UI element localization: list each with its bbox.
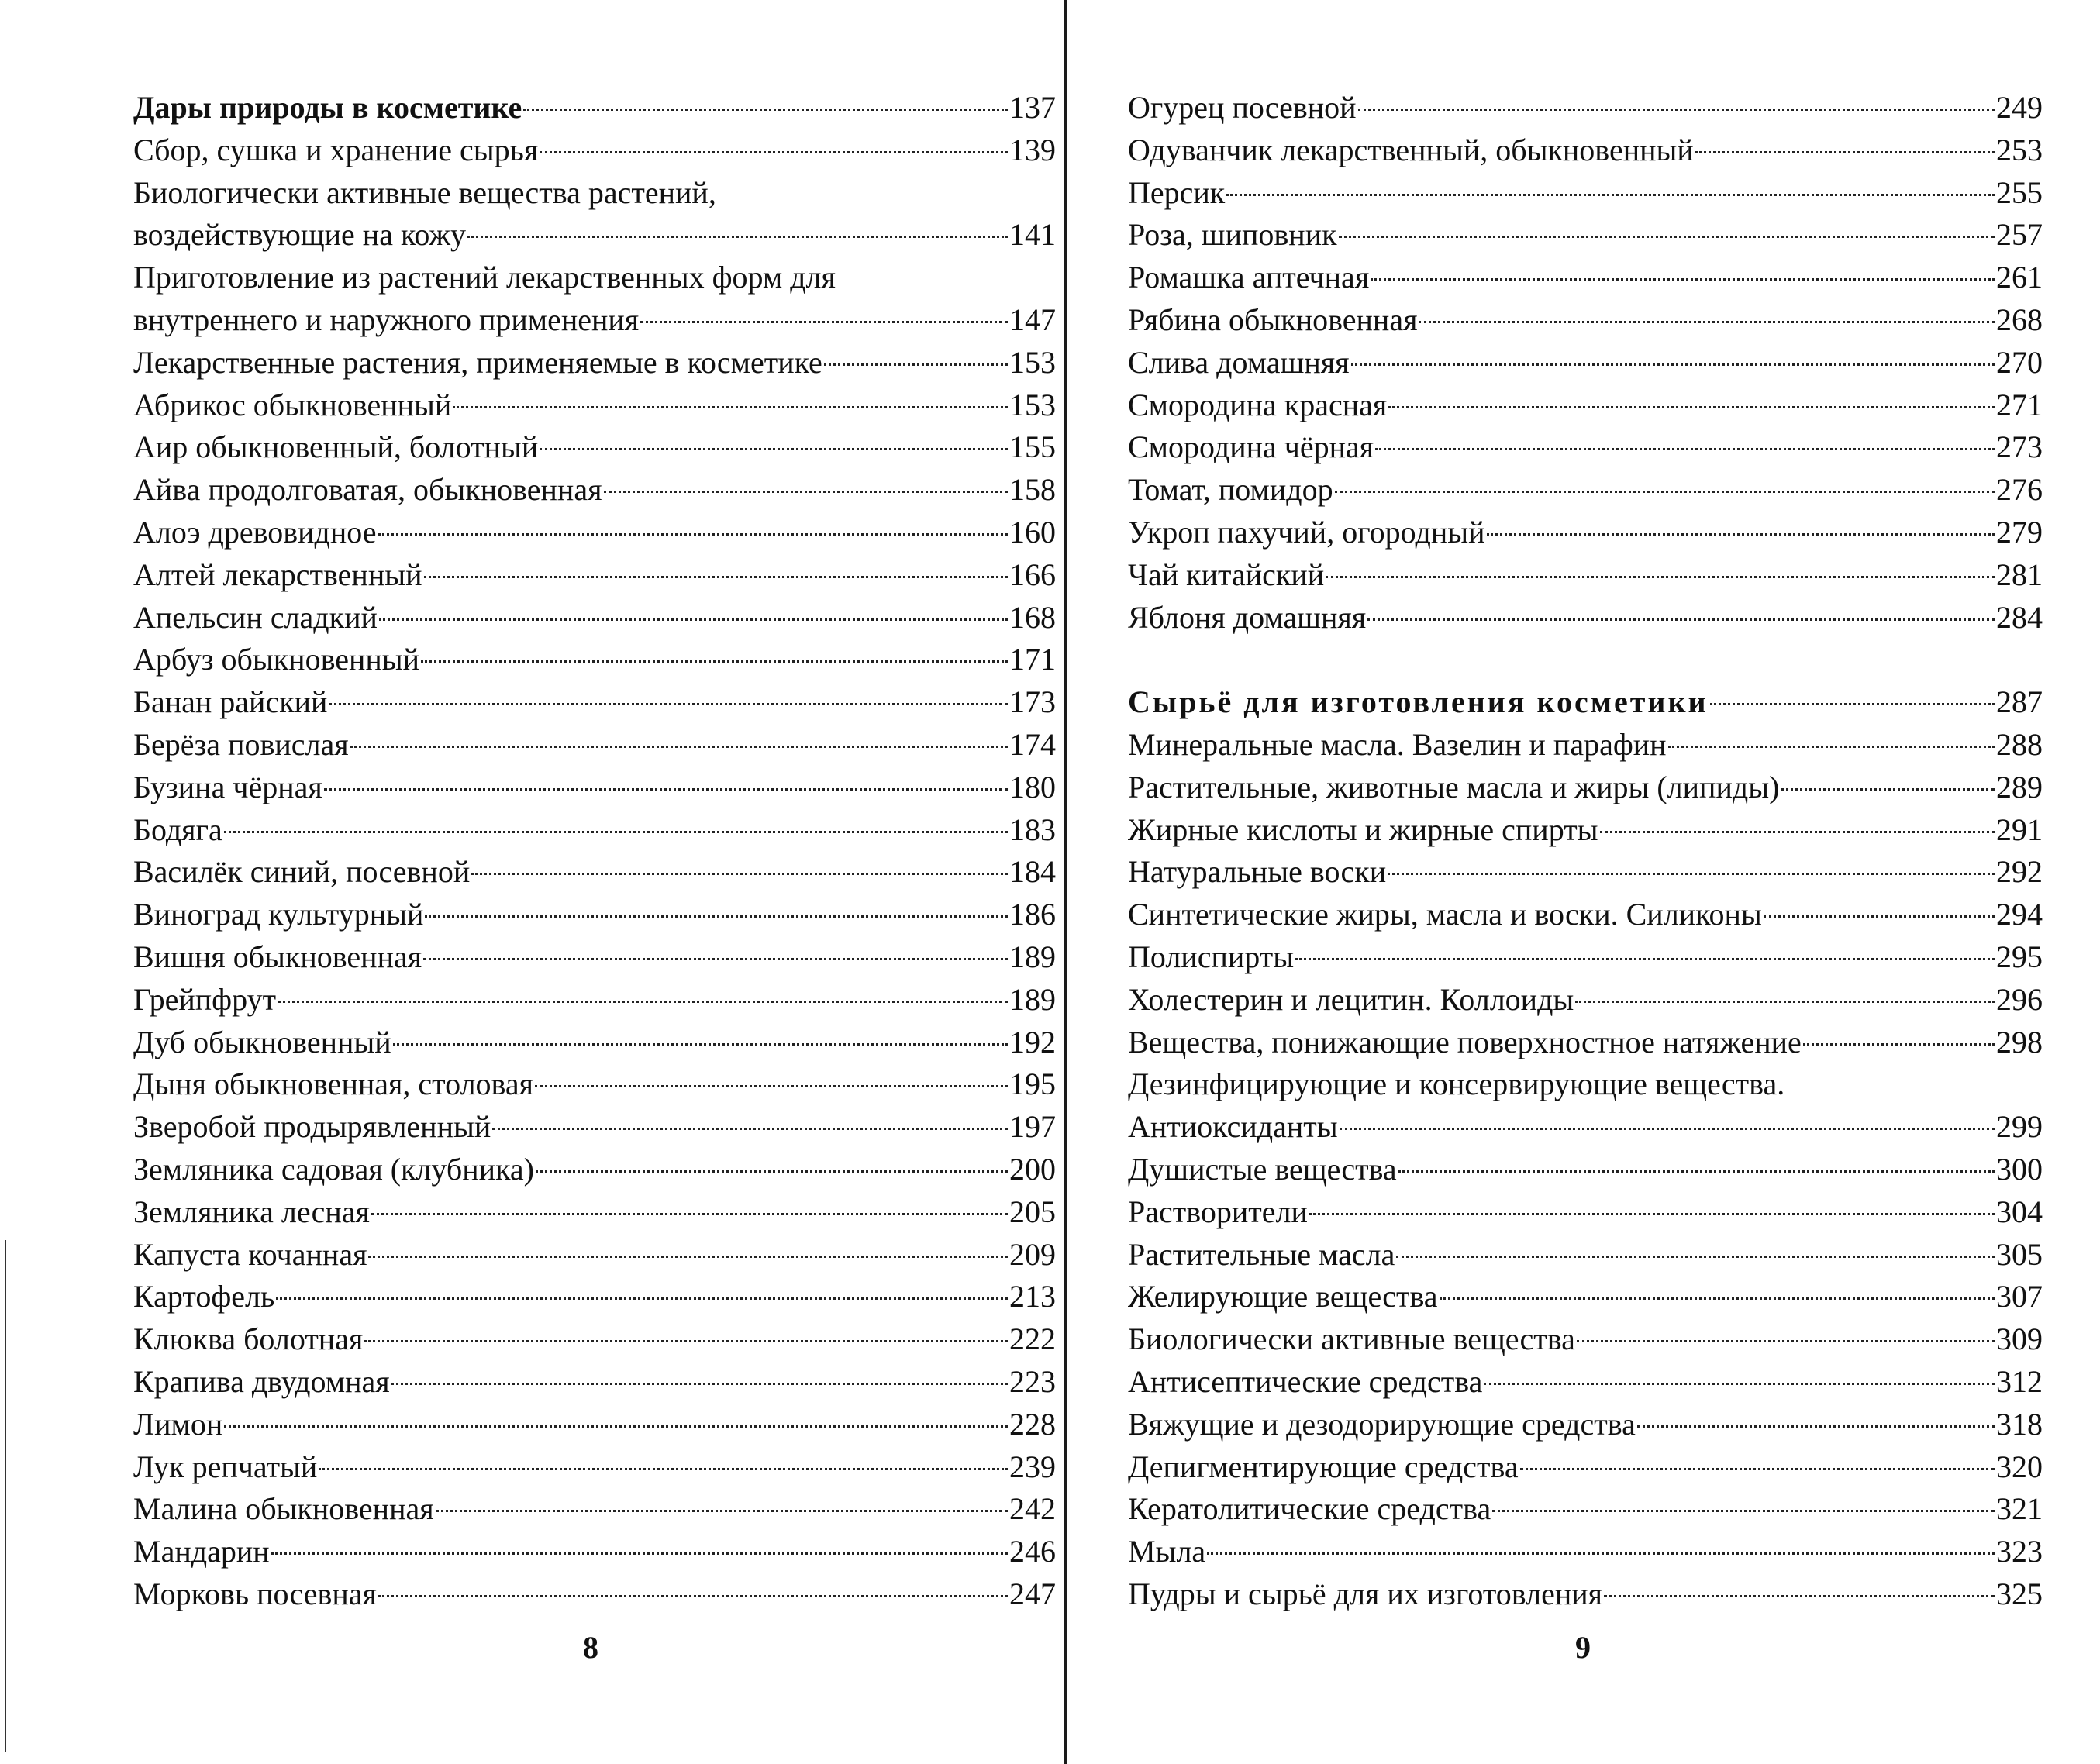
toc-entry-page: 137 — [1009, 90, 1056, 125]
toc-entry — [1128, 129, 2043, 172]
toc-entry-title: Чай китайский — [1128, 556, 1325, 592]
toc-entry-page: 307 — [1996, 1279, 2043, 1314]
toc-entry-page: 141 — [1009, 217, 1056, 253]
toc-entry-title: Дезинфицирующие и консервирующие вещества. — [1128, 1066, 1785, 1102]
toc-entry-title: Дыня обыкновенная, столовая — [133, 1066, 534, 1102]
toc-entry — [1128, 809, 2043, 852]
toc-entry-title: Капуста кочанная — [133, 1236, 367, 1272]
toc-entry-page: 183 — [1009, 811, 1056, 847]
toc-entry-title: Персик — [1128, 174, 1226, 210]
toc-dot-leader — [368, 1256, 1008, 1258]
toc-entry-title: Бодяга — [133, 811, 222, 847]
toc-entry-page: 296 — [1996, 981, 2043, 1017]
toc-dot-leader — [423, 958, 1008, 960]
toc-dot-leader — [1803, 1043, 1995, 1046]
toc-entry-page: 289 — [1996, 769, 2043, 804]
toc-dot-leader — [492, 1128, 1008, 1130]
toc-dot-leader — [1340, 1128, 1995, 1130]
toc-entry — [1128, 1149, 2043, 1191]
toc-entry-title: Желирующие вещества — [1128, 1279, 1438, 1314]
toc-dot-leader — [421, 660, 1008, 663]
toc-entry-page: 180 — [1009, 769, 1056, 804]
toc-entry-page: 295 — [1996, 939, 2043, 974]
toc-entry-title: Яблоня домашняя — [1128, 599, 1367, 635]
toc-entry — [133, 809, 1056, 852]
toc-dot-leader — [1604, 1595, 1995, 1597]
toc-entry-page: 287 — [1996, 684, 2043, 720]
toc-entry — [1128, 979, 2043, 1022]
toc-entry — [133, 724, 1056, 767]
toc-entry-page: 323 — [1996, 1534, 2043, 1569]
toc-entry-page: 222 — [1009, 1321, 1056, 1357]
toc-dot-leader — [424, 576, 1008, 578]
toc-entry-page: 189 — [1009, 939, 1056, 974]
toc-entry-title: Рябина обыкновенная — [1128, 301, 1418, 337]
toc-dot-leader — [1575, 1001, 1995, 1003]
toc-entry-page: 153 — [1009, 387, 1056, 422]
toc-entry — [133, 554, 1056, 597]
toc-entry — [133, 214, 1056, 257]
toc-entry-title: Томат, помидор — [1128, 472, 1333, 508]
toc-dot-leader — [536, 1170, 1008, 1173]
toc-dot-leader — [319, 1468, 1008, 1470]
toc-entry — [133, 979, 1056, 1022]
toc-entry-page: 249 — [1996, 90, 2043, 125]
toc-entry — [133, 1063, 1056, 1106]
toc-section-heading — [133, 87, 1056, 129]
toc-entry-title: Берёза повислая — [133, 726, 349, 762]
toc-entry-title: Растворители — [1128, 1194, 1308, 1229]
toc-entry-page: 309 — [1996, 1321, 2043, 1357]
toc-list-right — [1128, 87, 2043, 1616]
toc-dot-leader — [1668, 746, 1995, 748]
toc-entry-title: Жирные кислоты и жирные спирты — [1128, 811, 1598, 847]
toc-entry — [1128, 384, 2043, 427]
toc-dot-leader — [1710, 703, 1995, 705]
toc-entry-title: Холестерин и лецитин. Коллоиды — [1128, 981, 1574, 1017]
toc-dot-leader — [1781, 788, 1995, 791]
toc-entry — [1128, 257, 2043, 299]
toc-entry-title: Синтетические жиры, масла и воски. Силиконы — [1128, 897, 1762, 932]
toc-entry — [1128, 554, 2043, 597]
toc-entry-page: 312 — [1996, 1363, 2043, 1399]
toc-entry-page: 195 — [1009, 1066, 1056, 1102]
toc-entry-page: 242 — [1009, 1491, 1056, 1527]
toc-entry-title: Сбор, сушка и хранение сырья — [133, 132, 539, 167]
toc-entry — [133, 1318, 1056, 1361]
toc-entry — [1128, 1488, 2043, 1531]
toc-entry-title: Лекарственные растения, применяемые в косметике — [133, 344, 822, 380]
toc-entry-title: Дуб обыкновенный — [133, 1024, 391, 1059]
toc-entry-title: Апельсин сладкий — [133, 599, 378, 635]
toc-dot-leader — [393, 1043, 1008, 1046]
toc-entry-page: 139 — [1009, 132, 1056, 167]
toc-entry-title: Алтей лекарственный — [133, 556, 422, 592]
toc-entry-title: Укроп пахучий, огородный — [1128, 514, 1485, 550]
toc-dot-leader — [1520, 1468, 1995, 1470]
toc-dot-leader — [1226, 194, 1995, 196]
toc-dot-leader — [224, 1425, 1008, 1428]
toc-entry-page: 276 — [1996, 472, 2043, 508]
toc-entry — [1128, 851, 2043, 894]
page-number-right: 9 — [1575, 1630, 1591, 1665]
toc-entry — [133, 894, 1056, 936]
toc-entry-title: Клюква болотная — [133, 1321, 364, 1357]
toc-entry-title: Аир обыкновенный, болотный — [133, 429, 539, 465]
toc-entry — [1128, 1191, 2043, 1234]
toc-dot-leader — [1358, 109, 1995, 111]
toc-dot-leader — [1295, 958, 1995, 960]
toc-entry-title: Сырьё для изготовления косметики — [1128, 684, 1709, 720]
toc-entry-page: 160 — [1009, 514, 1056, 550]
toc-entry — [1128, 1404, 2043, 1446]
toc-entry-page: 173 — [1009, 684, 1056, 720]
toc-entry-page: 205 — [1009, 1194, 1056, 1229]
toc-dot-leader — [379, 618, 1008, 621]
toc-entry-page: 325 — [1996, 1576, 2043, 1611]
toc-entry — [1128, 1318, 2043, 1361]
toc-dot-leader — [276, 1297, 1008, 1300]
toc-entry-page: 246 — [1009, 1534, 1056, 1569]
toc-entry — [1128, 1276, 2043, 1318]
toc-entry-page: 239 — [1009, 1449, 1056, 1484]
page-number-left: 8 — [583, 1630, 598, 1665]
toc-dot-leader — [378, 533, 1008, 536]
toc-entry-page: 186 — [1009, 897, 1056, 932]
toc-dot-leader — [1492, 1510, 1995, 1512]
toc-entry-title: Растительные масла — [1128, 1236, 1395, 1272]
toc-dot-leader — [471, 873, 1008, 875]
toc-entry-page: 300 — [1996, 1151, 2043, 1187]
toc-entry — [1128, 1234, 2043, 1276]
toc-entry-page: 291 — [1996, 811, 2043, 847]
toc-entry-title: Растительные, животные масла и жиры (липиды) — [1128, 769, 1780, 804]
toc-entry-page: 299 — [1996, 1109, 2043, 1145]
toc-entry-title: Алоэ древовидное — [133, 514, 377, 550]
toc-entry — [133, 129, 1056, 172]
toc-entry-page: 318 — [1996, 1406, 2043, 1442]
toc-entry — [1128, 1106, 2043, 1149]
toc-entry — [133, 469, 1056, 512]
toc-dot-leader — [1484, 1383, 1995, 1385]
toc-entry-page: 270 — [1996, 344, 2043, 380]
toc-dot-leader — [1764, 915, 1995, 918]
toc-entry-title: Приготовление из растений лекарственных форм для — [133, 260, 836, 295]
toc-entry — [133, 767, 1056, 809]
toc-entry-title: Банан райский — [133, 684, 328, 720]
toc-entry — [1128, 1063, 2043, 1106]
toc-entry-page: 155 — [1009, 429, 1056, 465]
toc-dot-leader — [523, 109, 1008, 111]
toc-dot-leader — [391, 1383, 1008, 1385]
toc-entry — [133, 681, 1056, 724]
toc-dot-leader — [1577, 1340, 1995, 1342]
toc-entry-title: Вишня обыкновенная — [133, 939, 422, 974]
toc-entry-page: 284 — [1996, 599, 2043, 635]
toc-entry-title: Мыла — [1128, 1534, 1206, 1569]
toc-dot-leader — [224, 831, 1008, 833]
toc-entry — [133, 1022, 1056, 1064]
toc-entry — [1128, 894, 2043, 936]
toc-entry-page: 209 — [1009, 1236, 1056, 1272]
toc-entry-title: внутреннего и наружного применения — [133, 301, 640, 337]
toc-entry — [133, 1361, 1056, 1404]
toc-entry-title: Смородина красная — [1128, 387, 1388, 422]
toc-entry-title: Лимон — [133, 1406, 223, 1442]
toc-entry-title: Огурец посевной — [1128, 90, 1357, 125]
toc-entry-title: Виноград культурный — [133, 897, 424, 932]
toc-entry — [1128, 172, 2043, 215]
toc-entry — [133, 384, 1056, 427]
toc-entry-page: 184 — [1009, 854, 1056, 890]
toc-entry-title: Антиоксиданты — [1128, 1109, 1338, 1145]
toc-dot-leader — [1388, 873, 1995, 875]
section-gap — [1128, 639, 2043, 681]
toc-entry — [1128, 1022, 2043, 1064]
toc-dot-leader — [1487, 533, 1995, 536]
toc-entry — [133, 1191, 1056, 1234]
toc-entry-title: Депигментирующие средства — [1128, 1449, 1519, 1484]
toc-entry-page: 223 — [1009, 1363, 1056, 1399]
toc-entry-page: 192 — [1009, 1024, 1056, 1059]
toc-dot-leader — [436, 1510, 1008, 1512]
toc-entry — [133, 257, 1056, 299]
toc-dot-leader — [329, 703, 1008, 705]
book-spine — [1064, 0, 1067, 1764]
toc-entry — [133, 1573, 1056, 1616]
toc-entry-page: 213 — [1009, 1279, 1056, 1314]
toc-entry-page: 171 — [1009, 642, 1056, 677]
toc-entry-title: Душистые вещества — [1128, 1151, 1397, 1187]
toc-entry-title: Пудры и сырьё для их изготовления — [1128, 1576, 1603, 1611]
toc-dot-leader — [378, 1595, 1008, 1597]
toc-entry-page: 228 — [1009, 1406, 1056, 1442]
toc-dot-leader — [640, 321, 1008, 323]
toc-list-left — [133, 87, 1056, 1616]
toc-entry-title: Айва продолговатая, обыкновенная — [133, 472, 602, 508]
toc-entry — [133, 1106, 1056, 1149]
toc-entry — [1128, 1446, 2043, 1489]
toc-dot-leader — [1309, 1213, 1995, 1215]
toc-dot-leader — [271, 1552, 1008, 1555]
toc-entry-title: Биологически активные вещества растений, — [133, 174, 716, 210]
toc-entry-page: 294 — [1996, 897, 2043, 932]
toc-entry-page: 166 — [1009, 556, 1056, 592]
toc-entry-title: Дары природы в косметике — [133, 90, 522, 125]
toc-entry-page: 271 — [1996, 387, 2043, 422]
toc-dot-leader — [467, 236, 1008, 238]
toc-entry — [133, 512, 1056, 554]
toc-entry — [1128, 214, 2043, 257]
toc-entry — [1128, 1531, 2043, 1573]
toc-entry — [1128, 767, 2043, 809]
toc-dot-leader — [371, 1213, 1008, 1215]
toc-section-heading — [1128, 681, 2043, 724]
toc-entry-title: Мандарин — [133, 1534, 270, 1569]
toc-dot-leader — [1207, 1552, 1995, 1555]
toc-entry-title: Малина обыкновенная — [133, 1491, 434, 1527]
toc-entry — [1128, 342, 2043, 384]
toc-entry-title: Одуванчик лекарственный, обыкновенный — [1128, 132, 1694, 167]
toc-entry — [1128, 426, 2043, 469]
toc-dot-leader — [1339, 236, 1995, 238]
toc-dot-leader — [1600, 831, 1995, 833]
toc-entry-title: Картофель — [133, 1279, 275, 1314]
toc-entry-title: Ромашка аптечная — [1128, 260, 1370, 295]
toc-entry — [1128, 1361, 2043, 1404]
toc-dot-leader — [350, 746, 1008, 748]
toc-entry — [1128, 469, 2043, 512]
toc-entry-title: Биологически активные вещества — [1128, 1321, 1575, 1357]
toc-dot-leader — [1371, 278, 1995, 281]
toc-entry — [133, 1531, 1056, 1573]
toc-dot-leader — [364, 1340, 1008, 1342]
toc-entry — [1128, 597, 2043, 639]
toc-dot-leader — [540, 448, 1008, 450]
toc-entry-title: Грейпфрут — [133, 981, 277, 1017]
toc-entry-page: 147 — [1009, 301, 1056, 337]
toc-entry — [133, 1276, 1056, 1318]
toc-entry-title: Лук репчатый — [133, 1449, 318, 1484]
toc-dot-leader — [1326, 576, 1995, 578]
toc-entry-title: Василёк синий, посевной — [133, 854, 471, 890]
toc-dot-leader — [1367, 618, 1995, 621]
toc-dot-leader — [1440, 1297, 1995, 1300]
toc-dot-leader — [278, 1001, 1008, 1003]
toc-entry-page: 168 — [1009, 599, 1056, 635]
toc-dot-leader — [425, 915, 1008, 918]
toc-dot-leader — [540, 151, 1008, 153]
toc-entry-page: 292 — [1996, 854, 2043, 890]
toc-entry-page: 288 — [1996, 726, 2043, 762]
toc-entry-page: 305 — [1996, 1236, 2043, 1272]
toc-entry — [133, 1234, 1056, 1276]
left-page — [133, 87, 1056, 1616]
toc-entry-page: 298 — [1996, 1024, 2043, 1059]
toc-entry-page: 304 — [1996, 1194, 2043, 1229]
toc-entry-title: воздействующие на кожу — [133, 217, 467, 253]
toc-entry — [133, 1446, 1056, 1489]
toc-dot-leader — [1375, 448, 1995, 450]
toc-entry-page: 257 — [1996, 217, 2043, 253]
toc-entry — [133, 597, 1056, 639]
toc-entry-title: Крапива двудомная — [133, 1363, 390, 1399]
toc-entry-title: Морковь посевная — [133, 1576, 377, 1611]
toc-entry-page: 189 — [1009, 981, 1056, 1017]
toc-dot-leader — [1335, 491, 1995, 493]
toc-entry — [133, 299, 1056, 342]
toc-entry-title: Вещества, понижающие поверхностное натяжение — [1128, 1024, 1802, 1059]
toc-entry-title: Полиспирты — [1128, 939, 1295, 974]
toc-entry — [1128, 936, 2043, 979]
toc-entry — [133, 426, 1056, 469]
toc-entry-page: 247 — [1009, 1576, 1056, 1611]
toc-entry — [1128, 1573, 2043, 1616]
toc-entry-title: Вяжущие и дезодорирующие средства — [1128, 1406, 1636, 1442]
toc-entry-page: 153 — [1009, 344, 1056, 380]
toc-entry-title: Роза, шиповник — [1128, 217, 1337, 253]
toc-entry — [133, 342, 1056, 384]
toc-entry — [133, 936, 1056, 979]
toc-entry-page: 268 — [1996, 301, 2043, 337]
toc-dot-leader — [824, 363, 1008, 366]
toc-entry-title: Минеральные масла. Вазелин и парафин — [1128, 726, 1667, 762]
toc-entry-page: 200 — [1009, 1151, 1056, 1187]
toc-entry-title: Антисептические средства — [1128, 1363, 1483, 1399]
toc-entry-page: 320 — [1996, 1449, 2043, 1484]
toc-entry — [133, 1404, 1056, 1446]
toc-entry — [1128, 512, 2043, 554]
toc-entry-page: 279 — [1996, 514, 2043, 550]
toc-entry-page: 261 — [1996, 260, 2043, 295]
toc-entry-page: 255 — [1996, 174, 2043, 210]
toc-dot-leader — [1637, 1425, 1995, 1428]
toc-dot-leader — [535, 1085, 1008, 1087]
toc-dot-leader — [1695, 151, 1995, 153]
toc-dot-leader — [1351, 363, 1995, 366]
toc-entry-title: Бузина чёрная — [133, 769, 322, 804]
toc-entry-title: Слива домашняя — [1128, 344, 1350, 380]
toc-dot-leader — [453, 406, 1008, 408]
toc-entry — [133, 851, 1056, 894]
toc-entry-title: Арбуз обыкновенный — [133, 642, 420, 677]
toc-entry-page: 174 — [1009, 726, 1056, 762]
toc-entry-title: Земляника садовая (клубника) — [133, 1151, 534, 1187]
toc-entry — [133, 1488, 1056, 1531]
toc-entry-page: 281 — [1996, 556, 2043, 592]
right-page — [1128, 87, 2043, 1616]
toc-entry-title: Абрикос обыкновенный — [133, 387, 452, 422]
toc-dot-leader — [1398, 1170, 1995, 1173]
toc-dot-leader — [1396, 1256, 1995, 1258]
toc-entry — [1128, 87, 2043, 129]
toc-entry — [133, 1149, 1056, 1191]
toc-dot-leader — [324, 788, 1008, 791]
toc-entry — [1128, 724, 2043, 767]
toc-entry — [133, 172, 1056, 215]
toc-entry-title: Смородина чёрная — [1128, 429, 1374, 465]
toc-dot-leader — [604, 491, 1009, 493]
toc-entry-title: Земляника лесная — [133, 1194, 370, 1229]
toc-dot-leader — [1388, 406, 1995, 408]
toc-entry — [133, 639, 1056, 681]
toc-entry-page: 253 — [1996, 132, 2043, 167]
toc-entry-page: 158 — [1009, 472, 1056, 508]
toc-entry-page: 321 — [1996, 1491, 2043, 1527]
toc-entry — [1128, 299, 2043, 342]
toc-entry-title: Зверобой продырявленный — [133, 1109, 491, 1145]
toc-entry-page: 273 — [1996, 429, 2043, 465]
toc-entry-title: Кератолитические средства — [1128, 1491, 1491, 1527]
toc-entry-title: Натуральные воски — [1128, 854, 1387, 890]
toc-entry-page: 197 — [1009, 1109, 1056, 1145]
scan-edge-mark — [5, 1240, 6, 1752]
toc-dot-leader — [1419, 321, 1995, 323]
